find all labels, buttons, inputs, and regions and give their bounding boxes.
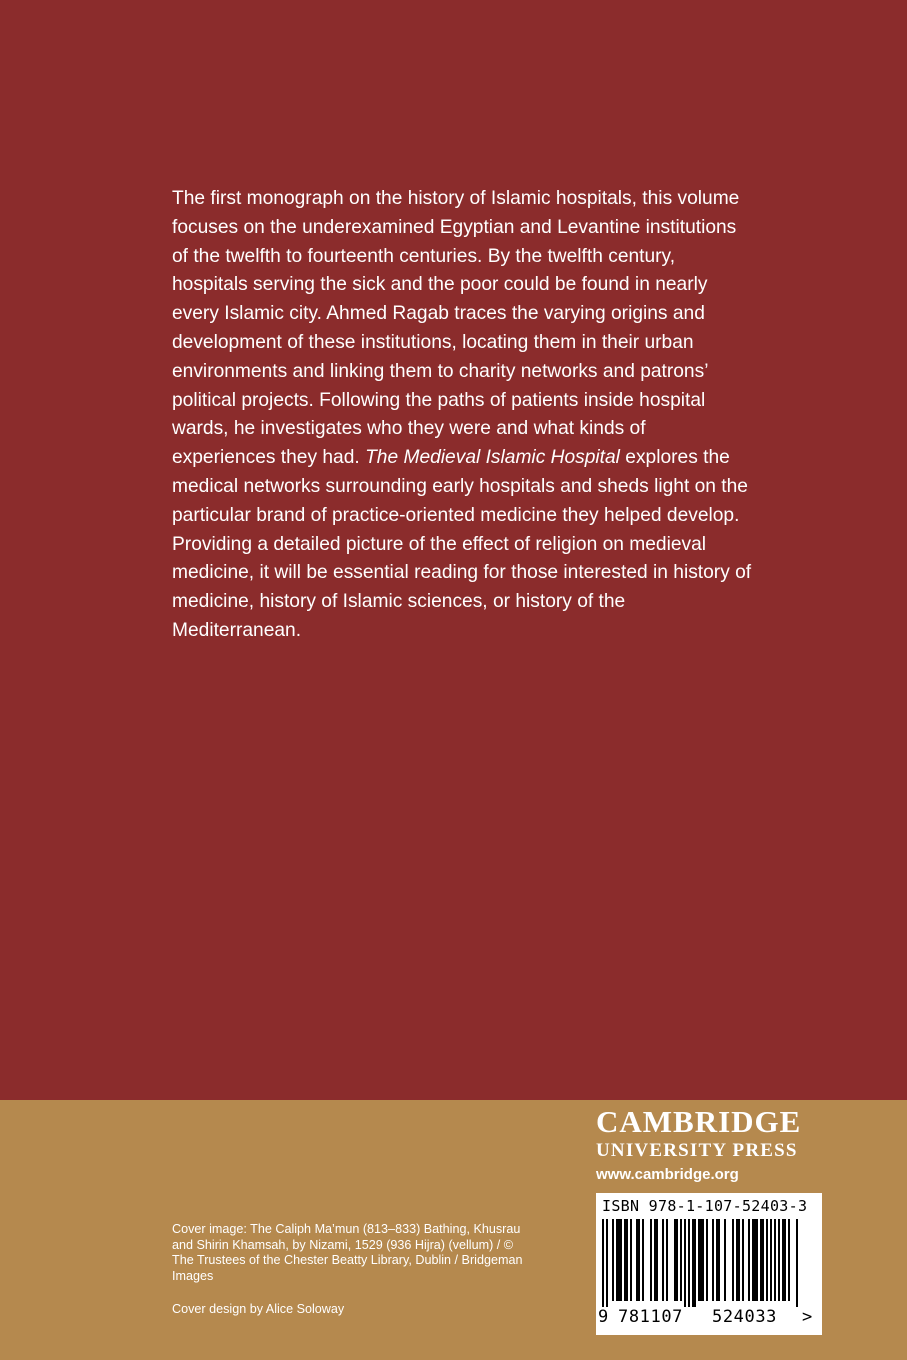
barcode-bar xyxy=(662,1219,664,1301)
barcode-bar xyxy=(602,1219,604,1307)
barcode-bar xyxy=(630,1219,632,1301)
barcode-bar xyxy=(684,1219,686,1307)
barcode-bar xyxy=(606,1219,608,1307)
barcode-bar xyxy=(654,1219,658,1301)
cover-design-credit: Cover design by Alice Soloway xyxy=(172,1302,345,1316)
barcode-bar xyxy=(666,1219,668,1301)
isbn-barcode xyxy=(596,1193,822,1335)
barcode-bar xyxy=(752,1219,758,1301)
barcode-digit-group-2: 524033 xyxy=(712,1307,778,1327)
publisher-name: CAMBRIDGE xyxy=(596,1104,802,1139)
publisher-url: www.cambridge.org xyxy=(596,1166,739,1183)
barcode-bar xyxy=(766,1219,768,1301)
barcode-bar xyxy=(616,1219,622,1301)
cover-image-credit: Cover image: The Caliph Ma’mun (813–833) Bathing, Khusrau and Shirin Khamsah, by Nizami, 1529 (936 Hijra) (vellum) / © The Trustees of the Chester Beatty Library, Dublin / Bridgeman Images xyxy=(172,1222,523,1283)
barcode-bar xyxy=(774,1219,776,1301)
barcode-bar xyxy=(732,1219,734,1301)
barcode-bar xyxy=(782,1219,786,1301)
barcode-bar xyxy=(796,1219,798,1307)
barcode-bar xyxy=(698,1219,704,1301)
barcode-bar xyxy=(688,1219,690,1307)
book-description xyxy=(172,185,752,646)
publisher-logo xyxy=(596,1104,836,1186)
barcode-bar xyxy=(680,1219,682,1301)
isbn-label: ISBN 978-1-107-52403-3 xyxy=(602,1197,808,1215)
barcode-bar xyxy=(770,1219,772,1301)
barcode-bar xyxy=(692,1219,696,1307)
barcode-bar xyxy=(788,1219,790,1301)
barcode-bar xyxy=(778,1219,780,1301)
barcode-bar xyxy=(706,1219,708,1301)
barcode-bar xyxy=(716,1219,720,1301)
barcode-bar xyxy=(642,1219,644,1301)
description-text-continued: explores the medical networks surrounding early hospitals and sheds light on the particular brand of practice-oriented medicine they helped develop. Providing a detailed picture of the effect of religion on medieval medicine, it will be essential reading for those interested in history of medicine, history of Islamic sciences, or history of the Mediterranean. xyxy=(172,447,752,641)
barcode-bar xyxy=(712,1219,714,1301)
barcode-bar xyxy=(748,1219,750,1301)
barcode-arrow: > xyxy=(802,1307,813,1327)
barcode-bar xyxy=(724,1219,726,1301)
barcode-bar xyxy=(736,1219,740,1301)
publisher-subname: UNIVERSITY PRESS xyxy=(596,1140,798,1161)
book-title-italic: The Medieval Islamic Hospital xyxy=(365,447,620,469)
barcode-digits xyxy=(596,1307,822,1327)
barcode-lead-digit: 9 xyxy=(598,1307,609,1327)
barcode-digit-group-1: 781107 xyxy=(618,1307,684,1327)
barcode-bar xyxy=(650,1219,652,1301)
barcode-bar xyxy=(636,1219,640,1301)
barcode-bar xyxy=(742,1219,744,1301)
barcode-bar xyxy=(612,1219,614,1301)
barcode-bars xyxy=(602,1219,802,1307)
barcode-bar xyxy=(624,1219,628,1301)
description-text: The first monograph on the history of Islamic hospitals, this volume focuses on the underexamined Egyptian and Levantine institutions of the twelfth to fourteenth centuries. By the twelfth century, hospitals serving the sick and the poor could be found in nearly every Islamic city. Ahmed Ragab traces the varying origins and development of these institutions, locating them in their urban environments and linking them to charity networks and patrons’ political projects. Following the paths of patients inside hospital wards, he investigates who they were and what kinds of experiences they had. xyxy=(172,188,740,469)
barcode-bar xyxy=(674,1219,678,1301)
barcode-bar xyxy=(760,1219,764,1301)
